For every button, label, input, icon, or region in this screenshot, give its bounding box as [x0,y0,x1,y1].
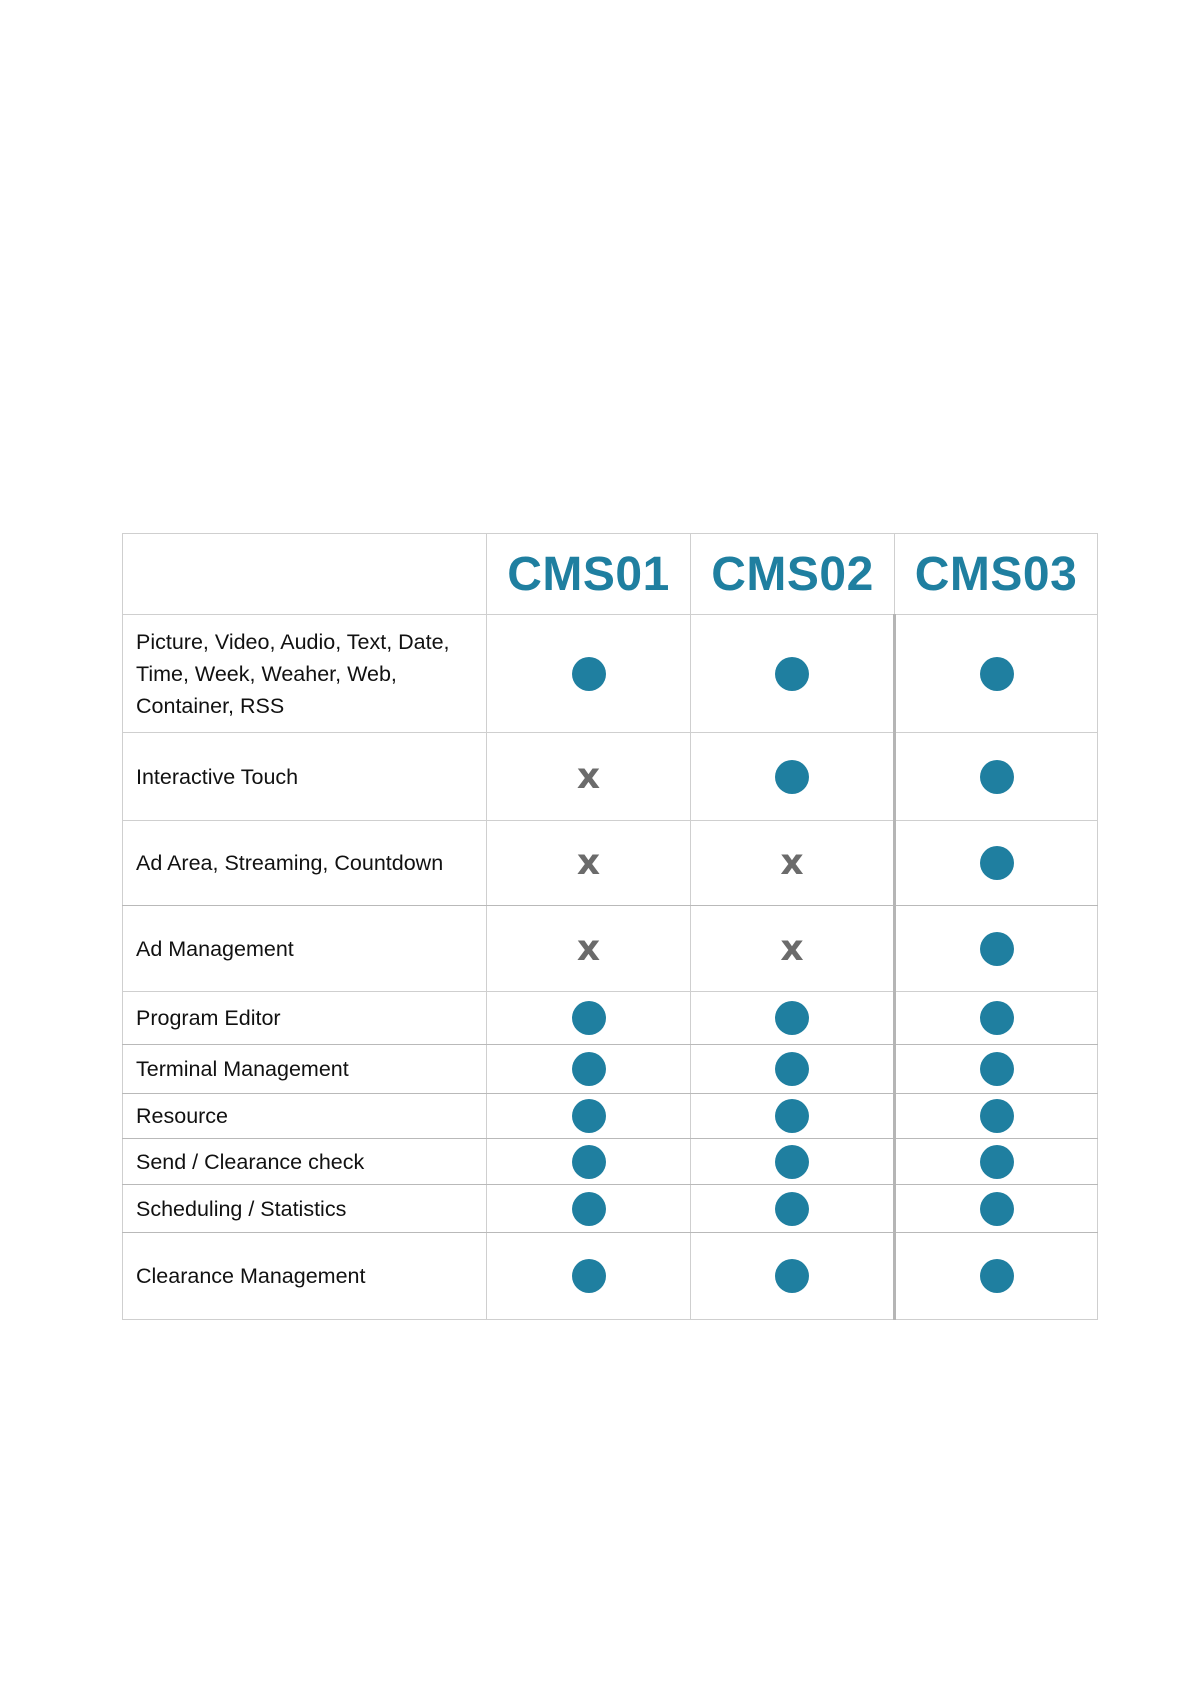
table-row [123,1139,1098,1185]
column-header-cms01: CMS01 [487,534,691,615]
cms01-cell [487,1139,691,1185]
table-row [123,1094,1098,1139]
available-dot-icon [980,1001,1014,1035]
feature-label: Program Editor [123,992,487,1045]
unavailable-cross-icon: x [780,842,804,883]
available-dot-icon [980,760,1014,794]
cms03-cell [895,992,1098,1045]
cms02-cell [691,733,895,821]
cms01-cell [487,1094,691,1139]
table-row [123,615,1098,733]
cms02-cell [691,992,895,1045]
available-dot-icon [572,1192,606,1226]
available-dot-icon [572,1259,606,1293]
available-dot-icon [980,657,1014,691]
available-dot-icon [980,932,1014,966]
feature-label: Send / Clearance check [123,1139,487,1185]
cms03-cell [895,733,1098,821]
available-dot-icon [775,1259,809,1293]
available-dot-icon [775,1145,809,1179]
available-dot-icon [980,1099,1014,1133]
available-dot-icon [980,1192,1014,1226]
available-dot-icon [980,1052,1014,1086]
cms02-cell [691,1094,895,1139]
feature-label: Ad Area, Streaming, Countdown [123,821,487,906]
feature-label: Ad Management [123,906,487,992]
available-dot-icon [980,1259,1014,1293]
table-row [123,992,1098,1045]
cms03-cell [895,615,1098,733]
cms02-cell [691,1045,895,1094]
cms03-cell [895,1185,1098,1233]
feature-label: Scheduling / Statistics [123,1185,487,1233]
cms02-cell [691,1185,895,1233]
available-dot-icon [572,657,606,691]
cms02-cell [691,615,895,733]
cms03-cell [895,1139,1098,1185]
cms03-cell [895,906,1098,992]
corner-cell [123,534,487,615]
available-dot-icon [775,1001,809,1035]
available-dot-icon [572,1099,606,1133]
available-dot-icon [980,846,1014,880]
table-row [123,1233,1098,1320]
available-dot-icon [775,657,809,691]
cms03-cell [895,1045,1098,1094]
cms03-cell [895,1233,1098,1320]
cms01-cell [487,733,691,821]
cms01-cell [487,1233,691,1320]
unavailable-cross-icon: x [576,927,601,969]
cms03-cell [895,821,1098,906]
table-row [123,733,1098,821]
cms03-cell [895,1094,1098,1139]
unavailable-cross-icon: x [576,842,601,883]
available-dot-icon [572,1145,606,1179]
column-header-cms03: CMS03 [895,534,1098,615]
cms02-cell [691,821,895,906]
cms02-cell [691,1233,895,1320]
available-dot-icon [572,1001,606,1035]
unavailable-cross-icon: x [576,755,601,797]
feature-label: Terminal Management [123,1045,487,1094]
available-dot-icon [775,1099,809,1133]
available-dot-icon [775,1192,809,1226]
cms01-cell [487,821,691,906]
table-row [123,906,1098,992]
feature-label: Resource [123,1094,487,1139]
cms01-cell [487,615,691,733]
cms02-cell [691,1139,895,1185]
header-row [123,534,1098,615]
feature-label: Picture, Video, Audio, Text, Date, Time, Week, Weaher, Web, Container, RSS [123,615,487,733]
column-header-cms02: CMS02 [691,534,895,615]
cms01-cell [487,1045,691,1094]
feature-label: Interactive Touch [123,733,487,821]
cms01-cell [487,992,691,1045]
table-row [123,1185,1098,1233]
feature-label: Clearance Management [123,1233,487,1320]
unavailable-cross-icon: x [780,927,804,969]
table-row [123,1045,1098,1094]
available-dot-icon [775,760,809,794]
available-dot-icon [980,1145,1014,1179]
table-row [123,821,1098,906]
cms01-cell [487,1185,691,1233]
cms02-cell [691,906,895,992]
cms01-cell [487,906,691,992]
available-dot-icon [572,1052,606,1086]
available-dot-icon [775,1052,809,1086]
comparison-table [122,533,1098,1320]
